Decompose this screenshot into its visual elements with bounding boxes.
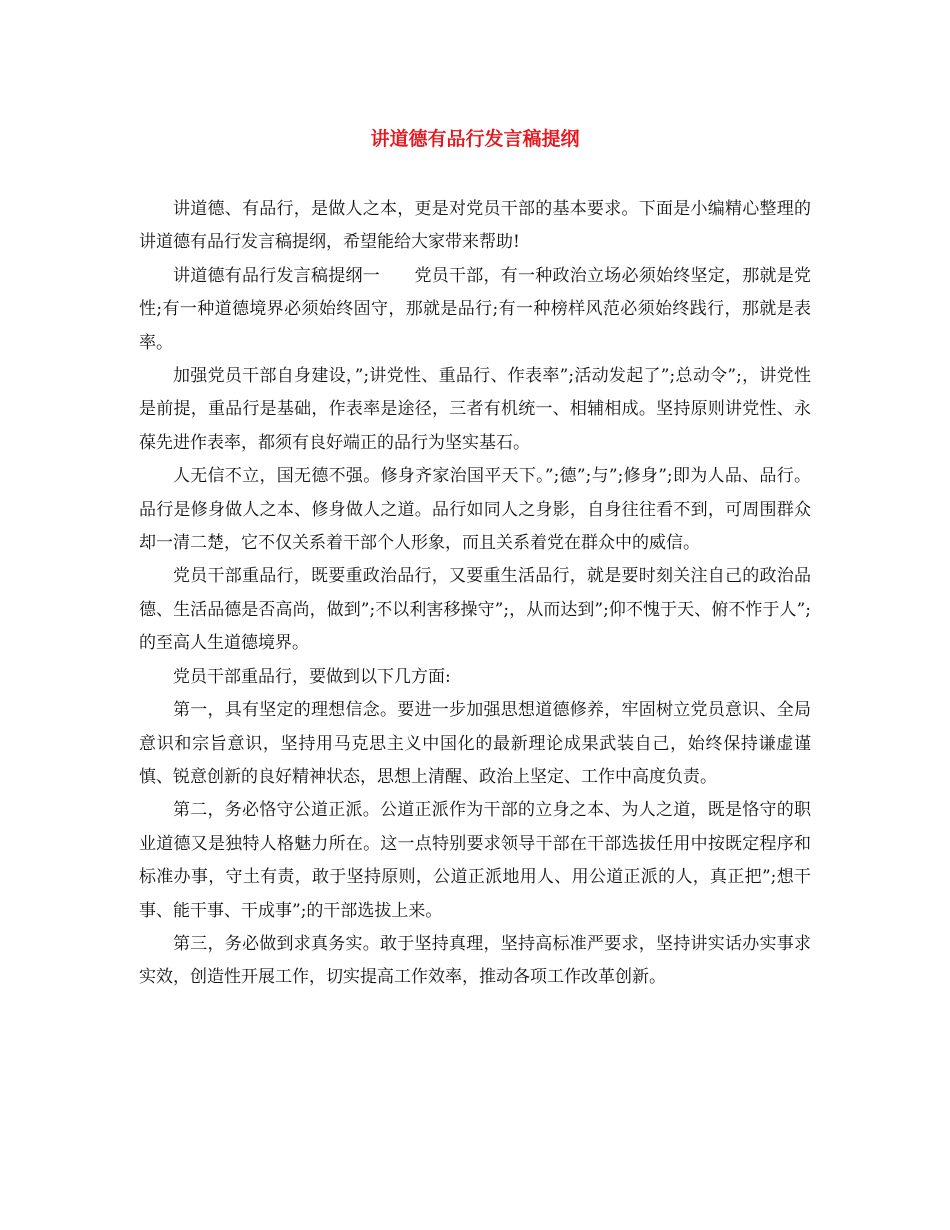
paragraph-second: 第二，务必恪守公道正派。公道正派作为干部的立身之本、为人之道，既是恪守的职业道德又是独特人格魅力所在。这一点特别要求领导干部在干部选拔任用中按既定程序和标准办事，守土有责，敢于坚持原则，公道正派地用人、用公道正派的人，真正把”;想干事、能干事、干成事”;的干部选拔上来。	[139, 800, 811, 921]
paragraph-integrity: 人无信不立，国无德不强。修身齐家治国平天下。”;德”;与”;修身”;即为人品、品行。品行是修身做人之本、修身做人之道。品行如同人之身影，自身往往看不到，可周围群众却一清二楚，它不仅关系着干部个人形象，而且关系着党在群众中的威信。	[139, 466, 811, 554]
paragraph-conduct: 党员干部重品行，既要重政治品行，又要重生活品行，就是要时刻关注自己的政治品德、生活品德是否高尚，做到”;不以利害移操守”;，从而达到”;仰不愧于天、俯不怍于人”;的至高人生道德境界。	[139, 566, 811, 654]
document-title: 讲道德有品行发言稿提纲	[370, 128, 580, 150]
paragraph-first: 第一，具有坚定的理想信念。要进一步加强思想道德修养，牢固树立党员意识、全局意识和宗旨意识，坚持用马克思主义中国化的最新理论成果武装自己，始终保持谦虚谨慎、锐意创新的良好精神状态，思想上清醒、政治上坚定、工作中高度负责。	[139, 700, 811, 787]
paragraph-self-building: 加强党员干部自身建设，”;讲党性、重品行、作表率”;活动发起了”;总动令”;，讲党性是前提，重品行是基础，作表率是途径，三者有机统一、相辅相成。坚持原则讲党性、永葆先进作表率，都须有良好端正的品行为坚实基石。	[139, 366, 811, 453]
document-body	[139, 193, 811, 995]
paragraph-intro: 讲道德、有品行，是做人之本，更是对党员干部的基本要求。下面是小编精心整理的讲道德有品行发言稿提纲，希望能给大家带来帮助!	[139, 199, 811, 253]
paragraph-aspects-intro: 党员干部重品行，要做到以下几方面:	[173, 666, 451, 687]
paragraph-third: 第三，务必做到求真务实。敢于坚持真理，坚持高标准严要求，坚持讲实话办实事求实效，创造性开展工作，切实提高工作效率，推动各项工作改革创新。	[139, 933, 811, 988]
paragraph-outline-one: 讲道德有品行发言稿提纲一 党员干部，有一种政治立场必须始终坚定，那就是党性;有一种道德境界必须始终固守，那就是品行;有一种榜样风范必须始终践行，那就是表率。	[139, 265, 811, 353]
